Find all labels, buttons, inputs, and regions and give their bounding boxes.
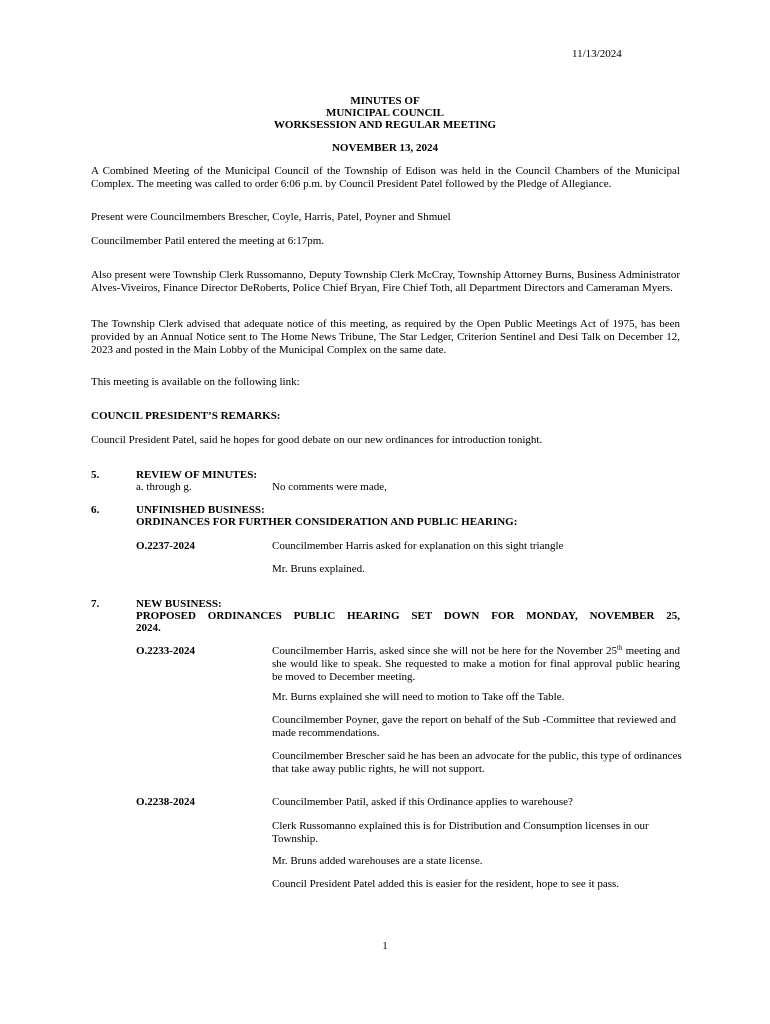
- intro-paragraph-1: A Combined Meeting of the Municipal Council of the Township of Edison was held in the Council Chambers of the Municipal Complex. The meeting was called to order 6:06 p.m. by Council President Patel followed by the Pledge of Allegiance.: [91, 165, 680, 190]
- section-5-item: a. through g.: [136, 481, 192, 493]
- ordinance-2237-text-1: Councilmember Harris asked for explanation on this sight triangle: [272, 540, 564, 552]
- section-7-heading-2-cont: 2024.: [136, 622, 161, 634]
- section-7-heading-2: PROPOSED ORDINANCES PUBLIC HEARING SET DOWN FOR MONDAY, NOVEMBER 25,: [136, 610, 680, 622]
- ordinance-2238-text-3: Mr. Bruns added warehouses are a state license.: [272, 855, 483, 867]
- section-6-number: 6.: [91, 504, 100, 516]
- header-date: 11/13/2024: [572, 48, 622, 60]
- ordinance-2233-text-1a: Councilmember Harris, asked since she will not be here for the November 25: [272, 645, 617, 657]
- section-7-number: 7.: [91, 598, 100, 610]
- ordinance-2233-text-1b: meeting and she would like to speak. She requested to make a motion for final approval public hearing be moved to December meeting.: [272, 645, 681, 683]
- section-7-heading-1: NEW BUSINESS:: [136, 598, 222, 610]
- title-line-1: MINUTES OF: [350, 95, 420, 107]
- ordinance-2233-text-4: Councilmember Brescher said he has been an advocate for the public, this type of ordinances that take away public rights, he will not support.: [272, 750, 682, 775]
- intro-paragraph-5: The Township Clerk advised that adequate notice of this meeting, as required by the Open Public Meetings Act of 1975, has been provided by an Annual Notice sent to The Home News Tribune, The Star Ledger, Criterion Sentinel and Desi Talk on December 12, 2023 and posted in the Main Lobby of the Municipal Complex on the same date.: [91, 318, 680, 356]
- section-5-heading: REVIEW OF MINUTES:: [136, 469, 258, 481]
- ordinance-2237-text-2: Mr. Bruns explained.: [272, 563, 365, 575]
- remarks-text: Council President Patel, said he hopes for good debate on our new ordinances for introduction tonight.: [91, 434, 543, 446]
- ordinance-2233-text-3: Councilmember Poyner, gave the report on behalf of the Sub -Committee that reviewed and made recommendations.: [272, 714, 676, 739]
- ordinance-2238-text-4: Council President Patel added this is easier for the resident, hope to see it pass.: [272, 878, 620, 890]
- remarks-heading: COUNCIL PRESIDENT’S REMARKS:: [91, 410, 281, 422]
- ordinance-2233-text-1-sup: th: [617, 644, 623, 652]
- section-6-heading-1: UNFINISHED BUSINESS:: [136, 504, 265, 516]
- title-line-2: MUNICIPAL COUNCIL: [325, 107, 445, 119]
- intro-paragraph-2: Present were Councilmembers Brescher, Coyle, Harris, Patel, Poyner and Shmuel: [91, 211, 451, 223]
- ordinance-2233-text-1: [272, 645, 680, 684]
- ordinance-2238-text-1: Councilmember Patil, asked if this Ordinance applies to warehouse?: [272, 796, 573, 808]
- title-line-3: WORKSESSION AND REGULAR MEETING: [273, 119, 497, 131]
- ordinance-2238-text-2: Clerk Russomanno explained this is for Distribution and Consumption licenses in our Township.: [272, 820, 649, 845]
- section-5-number: 5.: [91, 469, 100, 481]
- intro-paragraph-4: Also present were Township Clerk Russomanno, Deputy Township Clerk McCray, Township Attorney Burns, Business Administrator Alves-Viveiros, Finance Director DeRoberts, Police Chief Bryan, Fire Chief Toth, all Department Directors and Cameraman Myers.: [91, 269, 680, 294]
- page-number: 1: [382, 940, 388, 952]
- ordinance-2238: O.2238-2024: [136, 796, 195, 808]
- intro-paragraph-3: Councilmember Patil entered the meeting at 6:17pm.: [91, 235, 325, 247]
- intro-paragraph-6: This meeting is available on the following link:: [91, 376, 300, 388]
- meeting-date-heading: NOVEMBER 13, 2024: [331, 142, 439, 154]
- ordinance-2233-text-2: Mr. Burns explained she will need to motion to Take off the Table.: [272, 691, 565, 703]
- ordinance-2233: O.2233-2024: [136, 645, 195, 657]
- ordinance-2237: O.2237-2024: [136, 540, 195, 552]
- section-6-heading-2: ORDINANCES FOR FURTHER CONSIDERATION AND PUBLIC HEARING:: [136, 516, 518, 528]
- section-5-item-text: No comments were made,: [272, 481, 387, 493]
